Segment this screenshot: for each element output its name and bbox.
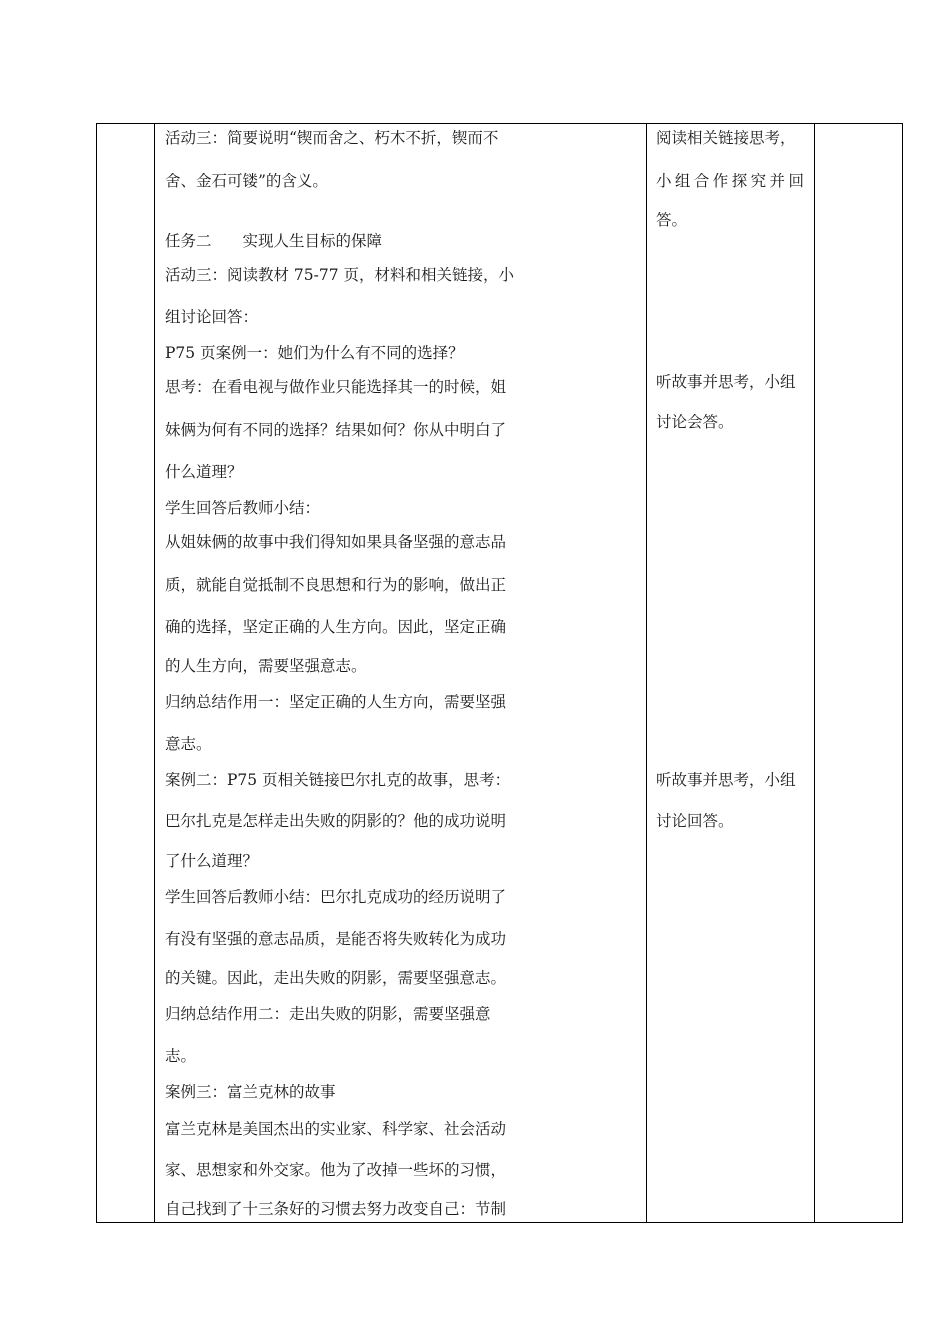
content-line: 舍、金石可镂”的含义。 bbox=[165, 172, 328, 190]
column-student-activity bbox=[647, 124, 815, 1222]
column-empty-right bbox=[815, 124, 902, 1222]
content-line: 确的选择，坚定正确的人生方向。因此，坚定正确 bbox=[165, 618, 507, 636]
content-line: 志。 bbox=[165, 1047, 197, 1065]
content-line: 归纳总结作用一：坚定正确的人生方向，需要坚强 bbox=[165, 693, 507, 711]
content-line: 学生回答后教师小结： bbox=[165, 499, 321, 517]
content-line: 任务二 实现人生目标的保障 bbox=[165, 232, 383, 250]
student-line: 答。 bbox=[656, 211, 688, 229]
content-line: 家、思想家和外交家。他为了改掉一些坏的习惯， bbox=[165, 1161, 507, 1179]
student-line: 阅读相关链接思考， bbox=[656, 129, 796, 147]
content-line: 自己找到了十三条好的习惯去努力改变自己：节制 bbox=[165, 1200, 507, 1218]
content-line: 活动三：阅读教材 75-77 页，材料和相关链接，小 bbox=[165, 266, 515, 284]
content-line: 从姐妹俩的故事中我们得知如果具备坚强的意志品 bbox=[165, 533, 507, 551]
lesson-table bbox=[96, 123, 903, 1223]
content-line: 意志。 bbox=[165, 735, 212, 753]
content-line: 质，就能自觉抵制不良思想和行为的影响，做出正 bbox=[165, 576, 507, 594]
content-line: 归纳总结作用二：走出失败的阴影，需要坚强意 bbox=[165, 1005, 491, 1023]
content-line: 富兰克林是美国杰出的实业家、科学家、社会活动 bbox=[165, 1120, 507, 1138]
student-line: 小 组 合 作 探 究 并 回 bbox=[656, 172, 804, 190]
content-line: 组讨论回答： bbox=[165, 308, 259, 326]
content-line: 巴尔扎克是怎样走出失败的阴影的？他的成功说明 bbox=[165, 812, 507, 830]
column-teaching-content bbox=[155, 124, 647, 1222]
content-line: 什么道理？ bbox=[165, 463, 243, 481]
column-empty-left bbox=[97, 124, 155, 1222]
content-line: 思考：在看电视与做作业只能选择其一的时候，姐 bbox=[165, 378, 507, 396]
student-line: 讨论会答。 bbox=[656, 413, 734, 431]
student-line: 讨论回答。 bbox=[656, 812, 734, 830]
student-line: 听故事并思考，小组 bbox=[656, 373, 796, 391]
content-line: 案例三：富兰克林的故事 bbox=[165, 1083, 336, 1101]
content-line: 妹俩为何有不同的选择？结果如何？你从中明白了 bbox=[165, 421, 507, 439]
student-line: 听故事并思考，小组 bbox=[656, 771, 796, 789]
content-line: P75 页案例一：她们为什么有不同的选择？ bbox=[165, 344, 464, 362]
content-line: 活动三：简要说明“锲而舍之、朽木不折，锲而不 bbox=[165, 129, 499, 147]
content-line: 的关键。因此，走出失败的阴影，需要坚强意志。 bbox=[165, 969, 507, 987]
content-line: 了什么道理？ bbox=[165, 852, 259, 870]
content-line: 学生回答后教师小结：巴尔扎克成功的经历说明了 bbox=[165, 888, 507, 906]
content-line: 的人生方向，需要坚强意志。 bbox=[165, 657, 367, 675]
content-line: 有没有坚强的意志品质，是能否将失败转化为成功 bbox=[165, 930, 507, 948]
content-line: 案例二：P75 页相关链接巴尔扎克的故事，思考： bbox=[165, 771, 511, 789]
